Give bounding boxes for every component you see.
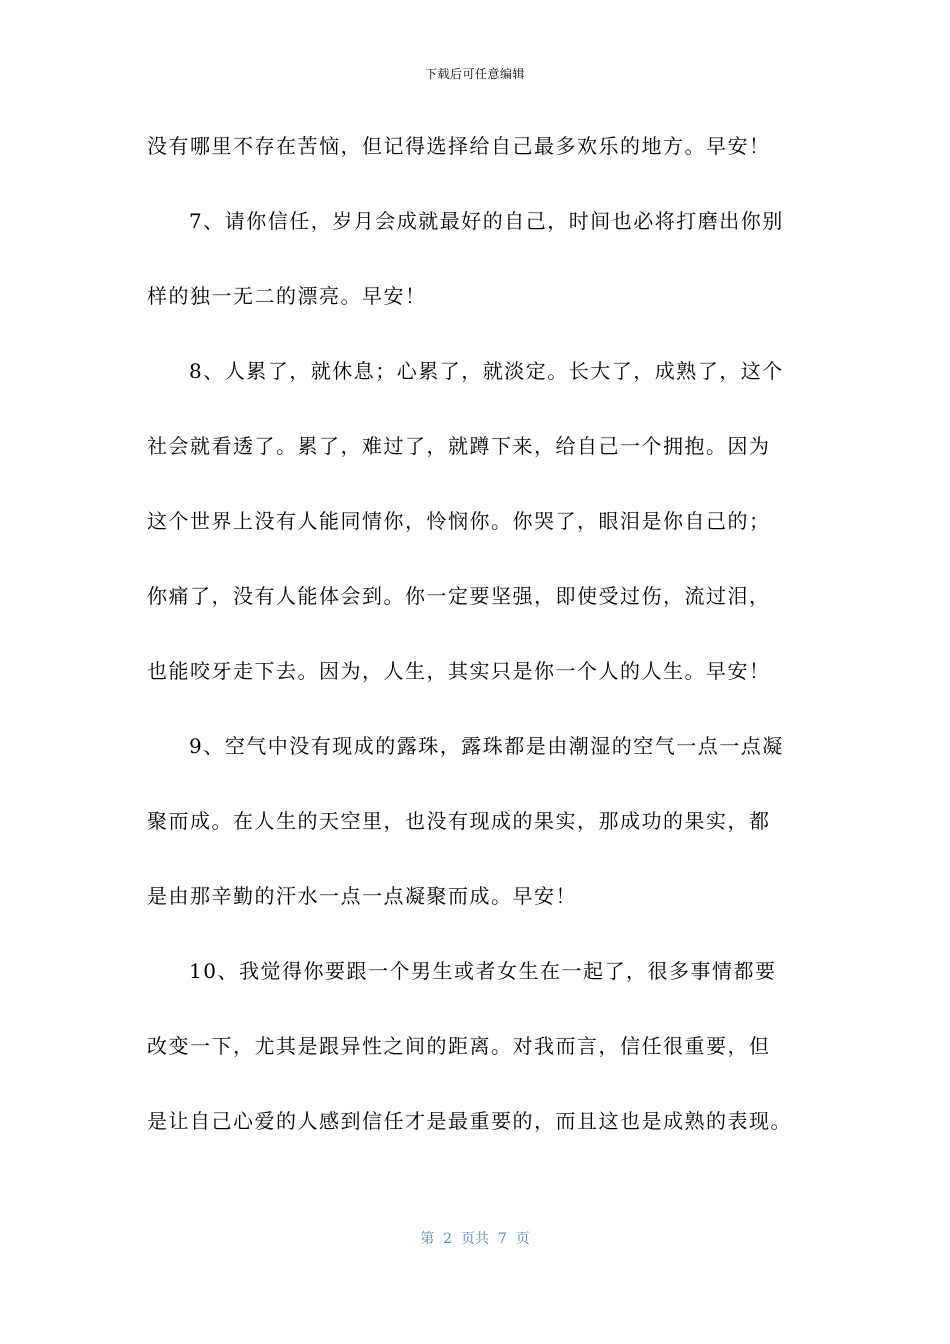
text-line: 是由那辛勤的汗水一点一点凝聚而成。早安！ [147, 884, 577, 908]
text-line: 样的独一无二的漂亮。早安！ [147, 284, 427, 308]
text-line: 8、人累了，就休息；心累了，就淡定。长大了，成熟了，这个 [189, 359, 784, 383]
text-line: 是让自己心爱的人感到信任才是最重要的，而且这也是成熟的表现。 [147, 1109, 792, 1133]
text-line: 7、请你信任，岁月会成就最好的自己，时间也必将打磨出你别 [189, 209, 784, 233]
text-line: 聚而成。在人生的天空里，也没有现成的果实，那成功的果实，都 [147, 809, 771, 833]
text-line: 社会就看透了。累了，难过了，就蹲下来，给自己一个拥抱。因为 [147, 434, 771, 458]
text-line: 也能咬牙走下去。因为，人生，其实只是你一个人的人生。早安！ [147, 659, 771, 683]
text-line: 这个世界上没有人能同情你，怜悯你。你哭了，眼泪是你自己的； [147, 509, 771, 533]
text-line: 没有哪里不存在苦恼，但记得选择给自己最多欢乐的地方。早安！ [147, 134, 771, 158]
page-footer: 第 2 页共 7 页 [420, 1231, 530, 1247]
text-line: 10、我觉得你要跟一个男生或者女生在一起了，很多事情都要 [189, 959, 777, 983]
text-line: 9、空气中没有现成的露珠，露珠都是由潮湿的空气一点一点凝 [189, 734, 784, 758]
text-line: 你痛了，没有人能体会到。你一定要坚强，即使受过伤，流过泪， [147, 584, 771, 608]
text-line: 改变一下，尤其是跟异性之间的距离。对我而言，信任很重要，但 [147, 1034, 771, 1058]
page-header: 下载后可任意编辑 [424, 67, 525, 81]
